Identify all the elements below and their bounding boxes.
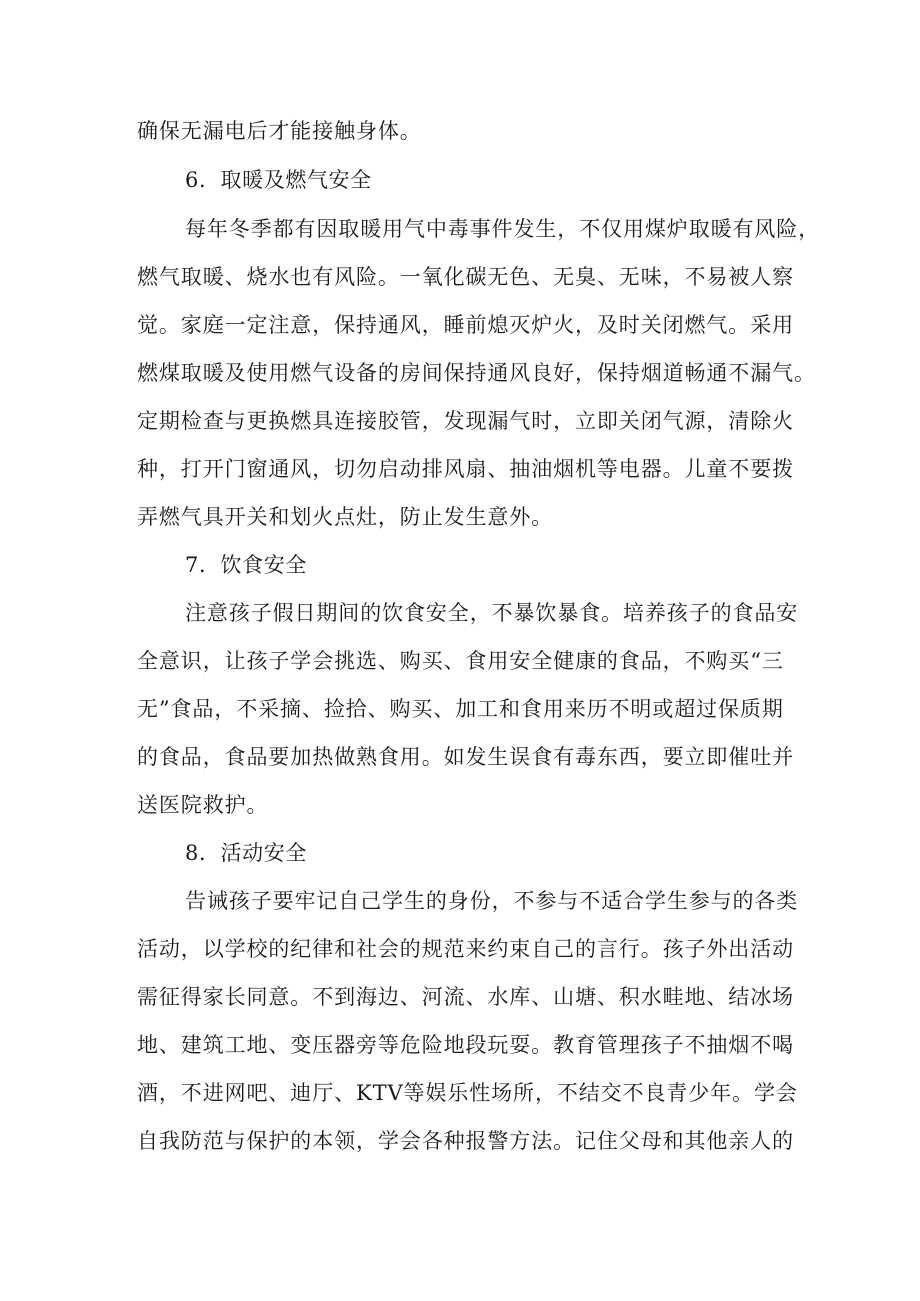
paragraph-line: 每年冬季都有因取暖用气中毒事件发生，不仅用煤炉取暖有风险， — [185, 217, 821, 241]
paragraph-line: 注意孩子假日期间的饮食安全，不暴饮暴食。培养孩子的食品安 — [185, 601, 799, 625]
section-heading-gas-safety: 6．取暖及燃气安全 — [185, 168, 372, 192]
paragraph-line: 燃煤取暖及使用燃气设备的房间保持通风良好，保持烟道畅通不漏气。 — [137, 361, 816, 385]
paragraph-line: 需征得家长同意。不到海边、河流、水库、山塘、积水畦地、结冰场 — [137, 985, 794, 1009]
paragraph-line: 燃气取暖、烧水也有风险。一氧化碳无色、无臭、无味，不易被人察 — [137, 265, 794, 289]
paragraph-line: 觉。家庭一定注意，保持通风，睡前熄灭炉火，及时关闭燃气。采用 — [137, 313, 794, 337]
paragraph-line: 告诫孩子要牢记自己学生的身份，不参与不适合学生参与的各类 — [185, 889, 799, 913]
paragraph-line: 全意识，让孩子学会挑选、购买、食用安全健康的食品，不购买“三 — [137, 649, 784, 673]
section-heading-activity-safety: 8．活动安全 — [185, 841, 307, 865]
paragraph-line: 地、建筑工地、变压器旁等危险地段玩耍。教育管理孩子不抽烟不喝 — [137, 1033, 794, 1057]
paragraph-line: 送医院救护。 — [137, 793, 269, 817]
section-heading-food-safety: 7．饮食安全 — [185, 553, 307, 577]
paragraph-line: 种，打开门窗通风，切勿启动排风扇、抽油烟机等电器。儿童不要拨 — [137, 457, 794, 481]
paragraph-line: 弄燃气具开关和划火点灶，防止发生意外。 — [137, 505, 554, 529]
paragraph-line: 酒，不进网吧、迪厅、KTV等娱乐性场所，不结交不良青少年。学会 — [137, 1081, 798, 1105]
paragraph-line: 自我防范与保护的本领，学会各种报警方法。记住父母和其他亲人的 — [137, 1129, 794, 1153]
paragraph-line: 的食品，食品要加热做熟食用。如发生误食有毒东西，要立即催吐并 — [137, 745, 794, 769]
paragraph-line: 确保无漏电后才能接触身体。 — [137, 119, 422, 143]
paragraph-line: 无”食品，不采摘、捡拾、购买、加工和食用来历不明或超过保质期 — [137, 697, 784, 721]
paragraph-line: 活动，以学校的纪律和社会的规范来约束自己的言行。孩子外出活动 — [137, 937, 794, 961]
paragraph-line: 定期检查与更换燃具连接胶管，发现漏气时，立即关闭气源，清除火 — [137, 409, 794, 433]
